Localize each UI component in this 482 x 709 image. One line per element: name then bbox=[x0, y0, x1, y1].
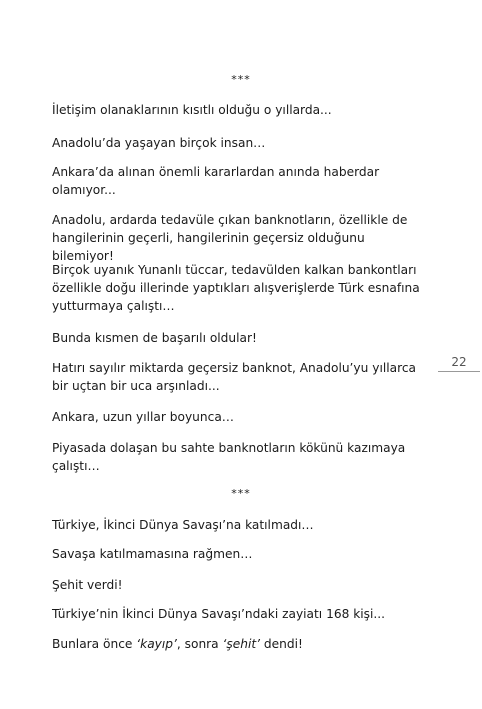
text-run: , sonra bbox=[176, 637, 223, 651]
paragraph: Hatırı sayılır miktarda geçersiz banknot, Anadolu’yu yıllarca bir uçtan bir uca arşınladı... bbox=[52, 361, 416, 393]
paragraph: Birçok uyanık Yunanlı tüccar, tedavülden kalkan bankontları özellikle doğu illerinde yaptıkları alışverişlerde Türk esnafına yutturmaya çalıştı… bbox=[52, 263, 420, 313]
italic-term-kayip: ‘kayıp’ bbox=[136, 637, 177, 651]
paragraph: Türkiye’nin İkinci Dünya Savaşı’ndaki zayiatı 168 kişi... bbox=[52, 607, 386, 621]
paragraph-last bbox=[52, 635, 424, 653]
paragraph: Ankara, uzun yıllar boyunca… bbox=[52, 410, 234, 424]
paragraph: Bunda kısmen de başarılı oldular! bbox=[52, 331, 257, 345]
section-separator: *** bbox=[231, 487, 251, 500]
paragraph: Şehit verdi! bbox=[52, 578, 123, 592]
page-number: 22 bbox=[438, 355, 480, 372]
paragraph: Türkiye, İkinci Dünya Savaşı’na katılmadı… bbox=[52, 518, 314, 532]
paragraph: İletişim olanaklarının kısıtlı olduğu o yıllarda... bbox=[52, 103, 332, 117]
text-run: dendi! bbox=[260, 637, 303, 651]
paragraph: Anadolu’da yaşayan birçok insan… bbox=[52, 136, 266, 150]
text-run: Bunlara önce bbox=[52, 637, 137, 651]
italic-term-sehit: ‘şehit’ bbox=[222, 637, 261, 651]
paragraph: Piyasada dolaşan bu sahte banknotların kökünü kazımaya çalıştı… bbox=[52, 441, 406, 473]
paragraph: Savaşa katılmamasına rağmen… bbox=[52, 547, 253, 561]
paragraph: Anadolu, ardarda tedavüle çıkan banknotların, özellikle de hangilerinin geçerli, hangilerinin geçersiz olduğunu bilemiyor! bbox=[52, 213, 408, 263]
paragraph: Ankara’da alınan önemli kararlardan anında haberdar olamıyor... bbox=[52, 165, 380, 197]
section-separator: *** bbox=[231, 73, 251, 86]
